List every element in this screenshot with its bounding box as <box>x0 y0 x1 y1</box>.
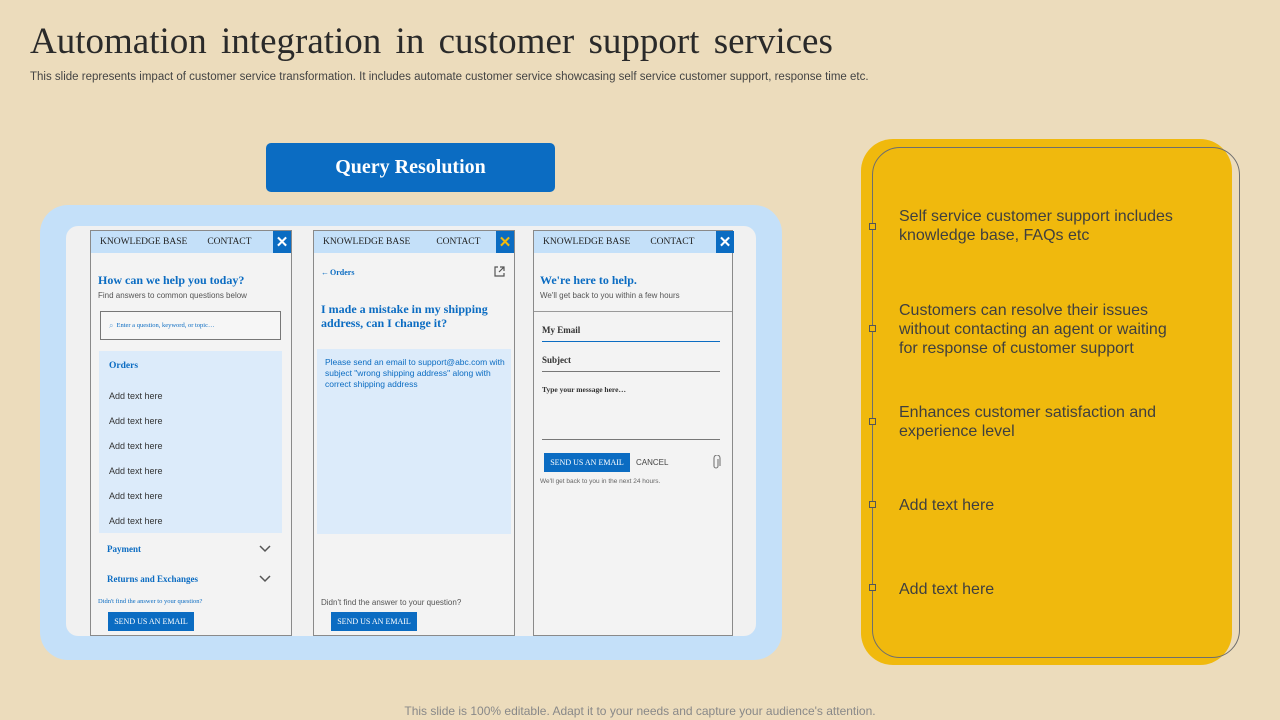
send-email-button[interactable]: SEND US AN EMAIL <box>108 612 194 631</box>
panel-tabs <box>314 231 496 253</box>
not-found-text: Didn't find the answer to your question? <box>321 598 462 607</box>
back-link[interactable] <box>321 268 354 277</box>
contact-heading: We're here to help. <box>540 273 637 287</box>
list-item[interactable]: Add text here <box>109 391 163 401</box>
faq-answer-box <box>317 349 511 534</box>
bullet-marker <box>869 501 876 508</box>
subject-label: Subject <box>542 355 571 365</box>
close-icon[interactable]: ✕ <box>496 231 514 253</box>
tab-knowledge-base[interactable]: KNOWLEDGE BASE <box>543 237 631 247</box>
panel-tabs <box>534 231 716 253</box>
faq-question: I made a mistake in my shipping address, can I change it? <box>321 302 488 330</box>
bullet-marker <box>869 418 876 425</box>
list-item[interactable]: Add text here <box>109 516 163 526</box>
chevron-down-icon[interactable] <box>259 545 271 553</box>
external-link-icon[interactable] <box>494 266 505 277</box>
send-email-button[interactable]: SEND US AN EMAIL <box>331 612 417 631</box>
back-arrow-icon: ← <box>321 268 329 277</box>
bullet-marker <box>869 223 876 230</box>
message-field[interactable] <box>542 439 720 440</box>
close-icon[interactable]: ✕ <box>716 231 734 253</box>
faq-answer-panel <box>313 230 515 636</box>
cancel-button[interactable]: CANCEL <box>636 458 669 467</box>
not-found-text: Didn't find the answer to your question? <box>98 598 203 605</box>
tab-contact[interactable]: CONTACT <box>436 237 481 247</box>
footer-note: This slide is 100% editable. Adapt it to your needs and capture your audience's attention. <box>404 704 876 718</box>
benefit-item: Customers can resolve their issues without contacting an agent or waiting for response of customer support <box>899 302 1167 357</box>
query-resolution-button[interactable]: Query Resolution <box>266 143 555 192</box>
slide-subtitle: This slide represents impact of customer service transformation. It includes automate customer service showcasing self service customer support, response time etc. <box>30 71 869 83</box>
email-label: My Email <box>542 325 581 335</box>
list-item[interactable]: Add text here <box>109 466 163 476</box>
chevron-down-icon[interactable] <box>259 575 271 583</box>
payment-accordion[interactable]: Payment <box>107 544 141 554</box>
slide-title: Automation integration in customer support services <box>30 21 833 62</box>
email-field[interactable] <box>542 341 720 342</box>
list-item[interactable]: Add text here <box>109 416 163 426</box>
benefit-item: Enhances customer satisfaction and experience level <box>899 404 1157 440</box>
contact-panel <box>533 230 733 636</box>
orders-heading[interactable]: Orders <box>109 361 139 371</box>
faq-answer: Please send an email to support@abc.com with subject "wrong shipping address" along with correct shipping address <box>325 357 505 389</box>
message-label: Type your message here… <box>542 385 626 394</box>
tab-knowledge-base[interactable]: KNOWLEDGE BASE <box>100 237 188 247</box>
benefit-item: Add text here <box>899 581 995 598</box>
benefit-item: Add text here <box>899 497 995 514</box>
panel-tabs <box>91 231 273 253</box>
list-item[interactable]: Add text here <box>109 491 163 501</box>
subject-field[interactable] <box>542 371 720 372</box>
list-item[interactable]: Add text here <box>109 441 163 451</box>
bullet-marker <box>869 325 876 332</box>
knowledge-base-panel <box>90 230 292 636</box>
returns-accordion[interactable]: Returns and Exchanges <box>107 574 199 584</box>
back-link-label: Orders <box>330 268 355 277</box>
tab-knowledge-base[interactable]: KNOWLEDGE BASE <box>323 237 411 247</box>
response-note: We'll get back to you in the next 24 hours. <box>540 478 661 485</box>
close-icon[interactable]: ✕ <box>273 231 291 253</box>
paperclip-icon[interactable] <box>712 455 721 470</box>
tab-contact[interactable]: CONTACT <box>650 237 695 247</box>
orders-section <box>99 351 282 533</box>
help-heading: How can we help you today? <box>98 273 245 287</box>
tab-contact[interactable]: CONTACT <box>207 237 252 247</box>
contact-subtext: We'll get back to you within a few hours <box>540 291 680 300</box>
divider <box>534 311 732 312</box>
benefit-item: Self service customer support includes knowledge base, FAQs etc <box>899 208 1173 244</box>
help-subtext: Find answers to common questions below <box>98 291 247 300</box>
search-icon: ⌕ <box>109 320 114 330</box>
search-input[interactable] <box>100 311 281 340</box>
bullet-marker <box>869 584 876 591</box>
send-email-button[interactable]: SEND US AN EMAIL <box>544 453 630 472</box>
search-placeholder: Enter a question, keyword, or topic… <box>116 322 215 329</box>
